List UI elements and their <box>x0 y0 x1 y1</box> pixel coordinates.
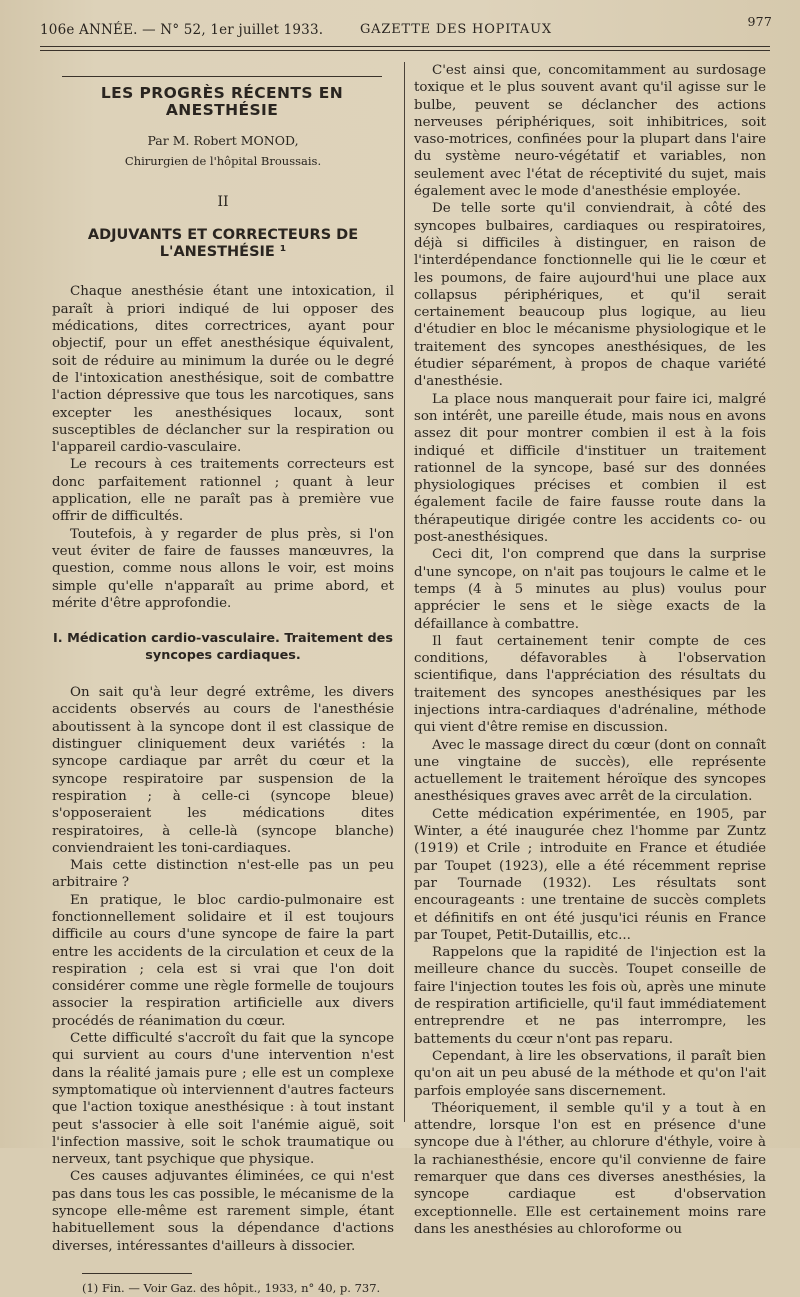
header-rule-thin <box>40 50 770 51</box>
paragraph: Toutefois, à y regarder de plus près, si l'on veut éviter de faire de fausses manœuvres, la question, comme nous allons le voir, est moins simple qu'elle n'apparaît au prime abord, et mérite d'être approfondie. <box>52 526 394 611</box>
paragraph: Cette médication expérimentée, en 1905, par Winter, a été inaugurée chez l'homme par Zuntz (1919) et Crile ; introduite en France et étudiée par Toupet (1923), elle a été récemment reprise par Tournade (1932). Les résultats sont encourageants : une trentaine de succès complets et définitifs en ont été jusqu'ici réunis en France par Toupet, Petit-Dutaillis, etc... <box>414 806 766 943</box>
paragraph: Cependant, à lire les observations, il paraît bien qu'on ait un peu abusé de la méthode et qu'on l'ait parfois employée sans discernement. <box>414 1048 766 1099</box>
left-column <box>52 62 394 1297</box>
section-title: ADJUVANTS ET CORRECTEURS DE L'ANESTHÉSIE ¹ <box>87 227 359 261</box>
paragraph: On sait qu'à leur degré extrême, les divers accidents observés au cours de l'anesthésie aboutissent à la syncope dont il est classique de distinguer cliniquement deux variétés : la syncope cardiaque par arrêt du cœur et la syncope respiratoire par suspension de la respiration ; à celle-ci (syncope bleue) s'opposeraient les médications dites respiratoires, à celle-là (syncope blanche) conviendraient les toni-cardiaques. <box>52 685 394 856</box>
paragraph: Le recours à ces traitements correcteurs est donc parfaitement rationnel ; quant à leur application, elle ne paraît pas à première vue offrir de difficultés. <box>52 457 394 525</box>
footnote-rule <box>82 1273 192 1274</box>
paragraph: En pratique, le bloc cardio-pulmonaire est fonctionnellement solidaire et il est toujours difficile au cours d'une syncope de faire la part entre les accidents de la circulation et ceux de la respiration ; cela est si vrai que l'on doit considérer comme une règle formelle de toujours associer la respiration artificielle aux divers procédés de réanimation du cœur. <box>52 892 394 1029</box>
right-column <box>414 62 766 1238</box>
part-number: II <box>217 194 229 211</box>
article-title: LES PROGRÈS RÉCENTS EN ANESTHÉSIE <box>62 76 382 120</box>
paragraph: Mais cette distinction n'est-elle pas un peu arbitraire ? <box>52 858 394 891</box>
paragraph: Chaque anesthésie étant une intoxication, il paraît à priori indiqué de lui opposer des médications, dites correctrices, ayant pour objectif, pour un effet anesthésique équivalent, soit de réduire au minimum la durée ou le degré de l'intoxication anesthésique, soit de combattre l'action dépressive que tous les narcotiques, sans excepter les anesthésiques locaux, sont susceptibles de déclancher sur la respiration ou l'appareil cardio-vasculaire. <box>52 284 394 456</box>
page-header <box>40 14 772 40</box>
paragraph: Cette difficulté s'accroît du fait que la syncope qui survient au cours d'une intervention n'est dans la réalité jamais pure ; elle est un complexe symptomatique où interviennent d'autres facteurs que l'action toxique anesthésique : à tout instant peut s'associer à elle soit l'anémie aiguë, soit l'infection massive, soit le schok traumatique ou nerveux, tant psychique que physique. <box>52 1031 394 1168</box>
paragraph: De telle sorte qu'il conviendrait, à côté des syncopes bulbaires, cardiaques ou respiratoires, déjà si difficiles à distinguer, en raison de l'interdépendance fonctionnelle qui lie le cœur et les poumons, de faire aujourd'hui une place aux collapsus périphériques, et qu'il serait certainement beaucoup plus logique, au lieu d'étudier en bloc le mécanisme physiologique et le traitement des syncopes anesthésiques, de les étudier séparément, à propos de chaque variété d'anesthésie. <box>414 201 766 390</box>
paragraph: Ceci dit, l'on comprend que dans la surprise d'une syncope, on n'ait pas toujours le calme et le temps (4 à 5 minutes au plus) voulus pour apprécier le sens et le siège exacts de la défaillance à combattre. <box>414 547 766 632</box>
paragraph: Avec le massage direct du cœur (dont on connaît une vingtaine de succès), elle représente actuellement le traitement héroïque des syncopes anesthésiques graves avec arrêt de la circulation. <box>414 737 766 805</box>
subsection-title: I. Médication cardio-vasculaire. Traitement des syncopes cardiaques. <box>53 631 393 664</box>
header-rule <box>40 46 770 47</box>
page-number: 977 <box>747 14 772 29</box>
article-author: Par M. Robert MONOD, <box>147 132 299 148</box>
journal-name: GAZETTE DES HOPITAUX <box>360 22 552 37</box>
paragraph: La place nous manquerait pour faire ici, malgré son intérêt, une pareille étude, mais nous en avons assez dit pour montrer combien il est à la fois indiqué et difficile d'instituer un traitement rationnel de la syncope, basé sur des données physiologiques précises et combien il est également facile de faire fausse route dans la thérapeutique dirigée contre les accidents co- ou post-anesthésiques. <box>414 391 766 546</box>
paragraph: Théoriquement, il semble qu'il y a tout à en attendre, lorsque l'on est en présence d'une syncope due à l'éther, au chlorure d'éthyle, voire à la rachianesthésie, encore qu'il convienne de faire remarquer que dans ces diverses anesthésies, la syncope cardiaque est d'observation exceptionnelle. Elle est certainement moins rare dans les anesthésies au chloroforme ou <box>414 1100 766 1237</box>
footnote: (1) Fin. — Voir Gaz. des hôpit., 1933, n° 40, p. 737. <box>82 1280 381 1295</box>
author-affiliation: Chirurgien de l'hôpital Broussais. <box>124 153 322 168</box>
issue-line: 106e ANNÉE. — N° 52, 1er juillet 1933. <box>40 22 324 38</box>
paragraph: Ces causes adjuvantes éliminées, ce qui n'est pas dans tous les cas possible, le mécanisme de la syncope elle-même est rarement simple, étant habituellement sous la dépendance d'actions diverses, intéressantes d'ailleurs à dissocier. <box>52 1169 394 1254</box>
paragraph: Il faut certainement tenir compte de ces conditions, défavorables à l'observation scientifique, dans l'appréciation des résultats du traitement des syncopes anesthésiques par les injections intra-cardiaques d'adrénaline, méthode qui vient d'être remise en discussion. <box>414 633 766 736</box>
column-divider <box>404 62 405 1122</box>
paragraph: C'est ainsi que, concomitamment au surdosage toxique et le plus souvent avant qu'il agisse sur le bulbe, peuvent se déclancher des actions nerveuses périphériques, soit inhibitrices, soit vaso-motrices, confinées pour la plupart dans l'aire du système neuro-végétatif et variables, non seulement avec l'état de réceptivité du sujet, mais également avec le mode d'anesthésie employée. <box>414 63 766 200</box>
paragraph: Rappelons que la rapidité de l'injection est la meilleure chance du succès. Toupet conseille de faire l'injection toutes les fois où, après une minute de respiration artificielle, qu'il faut immédiatement entreprendre et ne pas interrompre, les battements du cœur n'ont pas reparu. <box>414 945 766 1047</box>
